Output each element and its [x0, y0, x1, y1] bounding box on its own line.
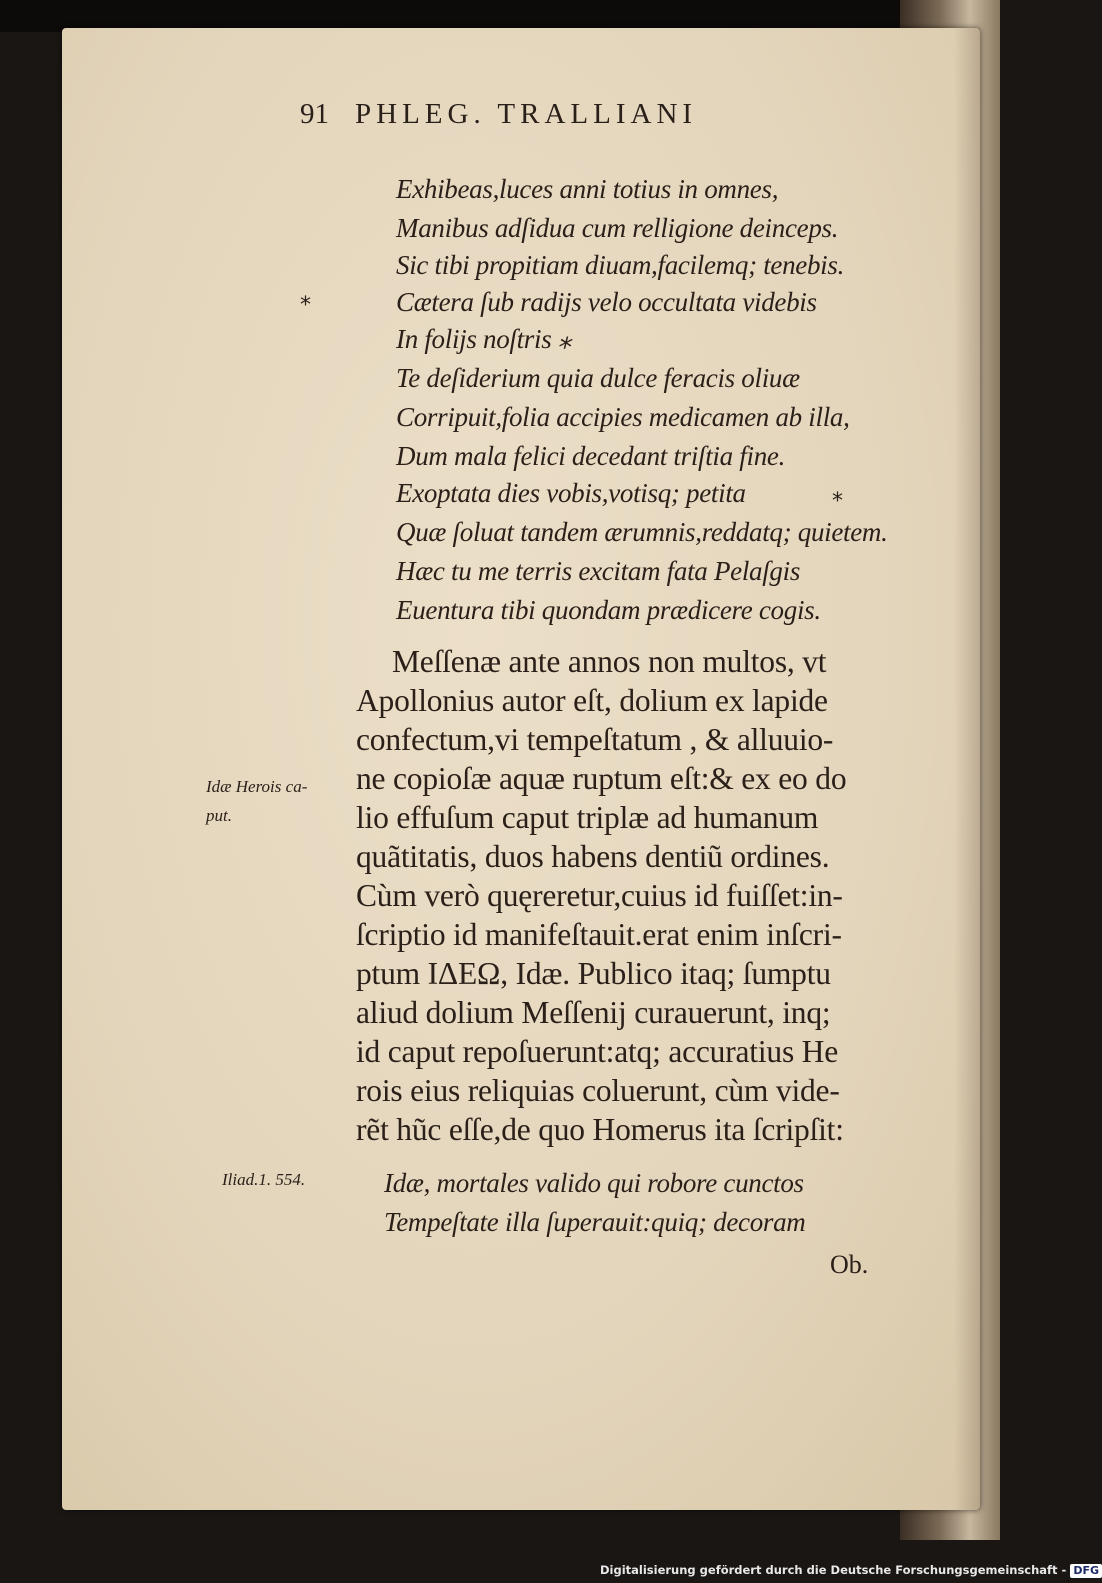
verse-line: Tempeſtate illa ſuperauit:quiq; decoram [384, 1207, 806, 1237]
catchword: Ob. [830, 1250, 869, 1279]
verse-line: Cætera ſub radijs velo occultata videbis [396, 287, 817, 317]
verse-line: Hæc tu me terris excitam fata Pelaſgis [396, 556, 801, 586]
prose-line: quãtitatis, duos habens dentiũ ordines. [356, 839, 830, 874]
prose-line: ſcriptio id manifeſtauit.erat enim inſcri- [356, 917, 842, 952]
verse-line: Idæ, mortales valido qui robore cunctos [384, 1168, 804, 1198]
prose-line: confectum,vi tempeſtatum , & alluuio- [356, 722, 834, 757]
asterisk-mark: ⁎ [300, 286, 311, 311]
margin-note: put. [206, 806, 232, 825]
prose-line: rois eius reliquias coluerunt, cùm vide- [356, 1073, 840, 1108]
prose-line: Cùm verò quęreretur,cuius id fuiſſet:in- [356, 878, 843, 913]
verse-line: Euentura tibi quondam prædicere cogis. [396, 595, 821, 625]
digitization-footer [600, 1558, 1100, 1583]
verse-line: Exoptata dies vobis,votisq; petita [396, 478, 746, 508]
prose-line: rẽt hũc eſſe,de quo Homerus ita ſcripſit: [356, 1112, 844, 1147]
running-title: PHLEG. TRALLIANI [355, 98, 698, 130]
asterisk-mark: ⁎ [832, 482, 843, 507]
margin-note: Iliad.1. 554. [222, 1170, 306, 1189]
verse-line: Manibus adſidua cum relligione deinceps. [396, 213, 839, 243]
page-number: 91 [300, 98, 329, 130]
footer-text: Digitalisierung gefördert durch die Deutsche Forschungsgemeinschaft - [600, 1563, 1067, 1577]
verse-line: Exhibeas,luces anni totius in omnes, [396, 174, 779, 204]
margin-note: Idæ Herois ca- [206, 777, 308, 796]
verse-line: Sic tibi propitiam diuam,facilemq; tenebis. [396, 250, 845, 280]
verse-line: Quæ ſoluat tandem ærumnis,reddatq; quietem. [396, 517, 888, 547]
verse-line: In folijs noſtris ⁎ [396, 324, 572, 354]
prose-line: ne copioſæ aquæ ruptum eſt:& ex eo do [356, 761, 847, 796]
verse-line: Dum mala felici decedant triſtia fine. [396, 441, 786, 471]
dfg-logo: DFG [1070, 1564, 1102, 1578]
page-edge-shadow [954, 28, 980, 1510]
prose-line: aliud dolium Meſſenij curauerunt, inq; [356, 995, 831, 1030]
prose-line: lio effuſum caput triplæ ad humanum [356, 800, 819, 835]
running-header [300, 98, 880, 131]
prose-line: Meſſenæ ante annos non multos, vt [392, 644, 827, 679]
prose-line: Apollonius autor eſt, dolium ex lapide [356, 683, 828, 718]
prose-line: id caput repoſuerunt:atq; accuratius He [356, 1034, 839, 1069]
prose-line: ptum ΙΔΕΩ, Idæ. Publico itaq; ſumptu [356, 956, 831, 991]
verse-line: Te deſiderium quia dulce feracis oliuæ [396, 363, 800, 393]
verse-line: Corripuit,folia accipies medicamen ab illa, [396, 402, 850, 432]
